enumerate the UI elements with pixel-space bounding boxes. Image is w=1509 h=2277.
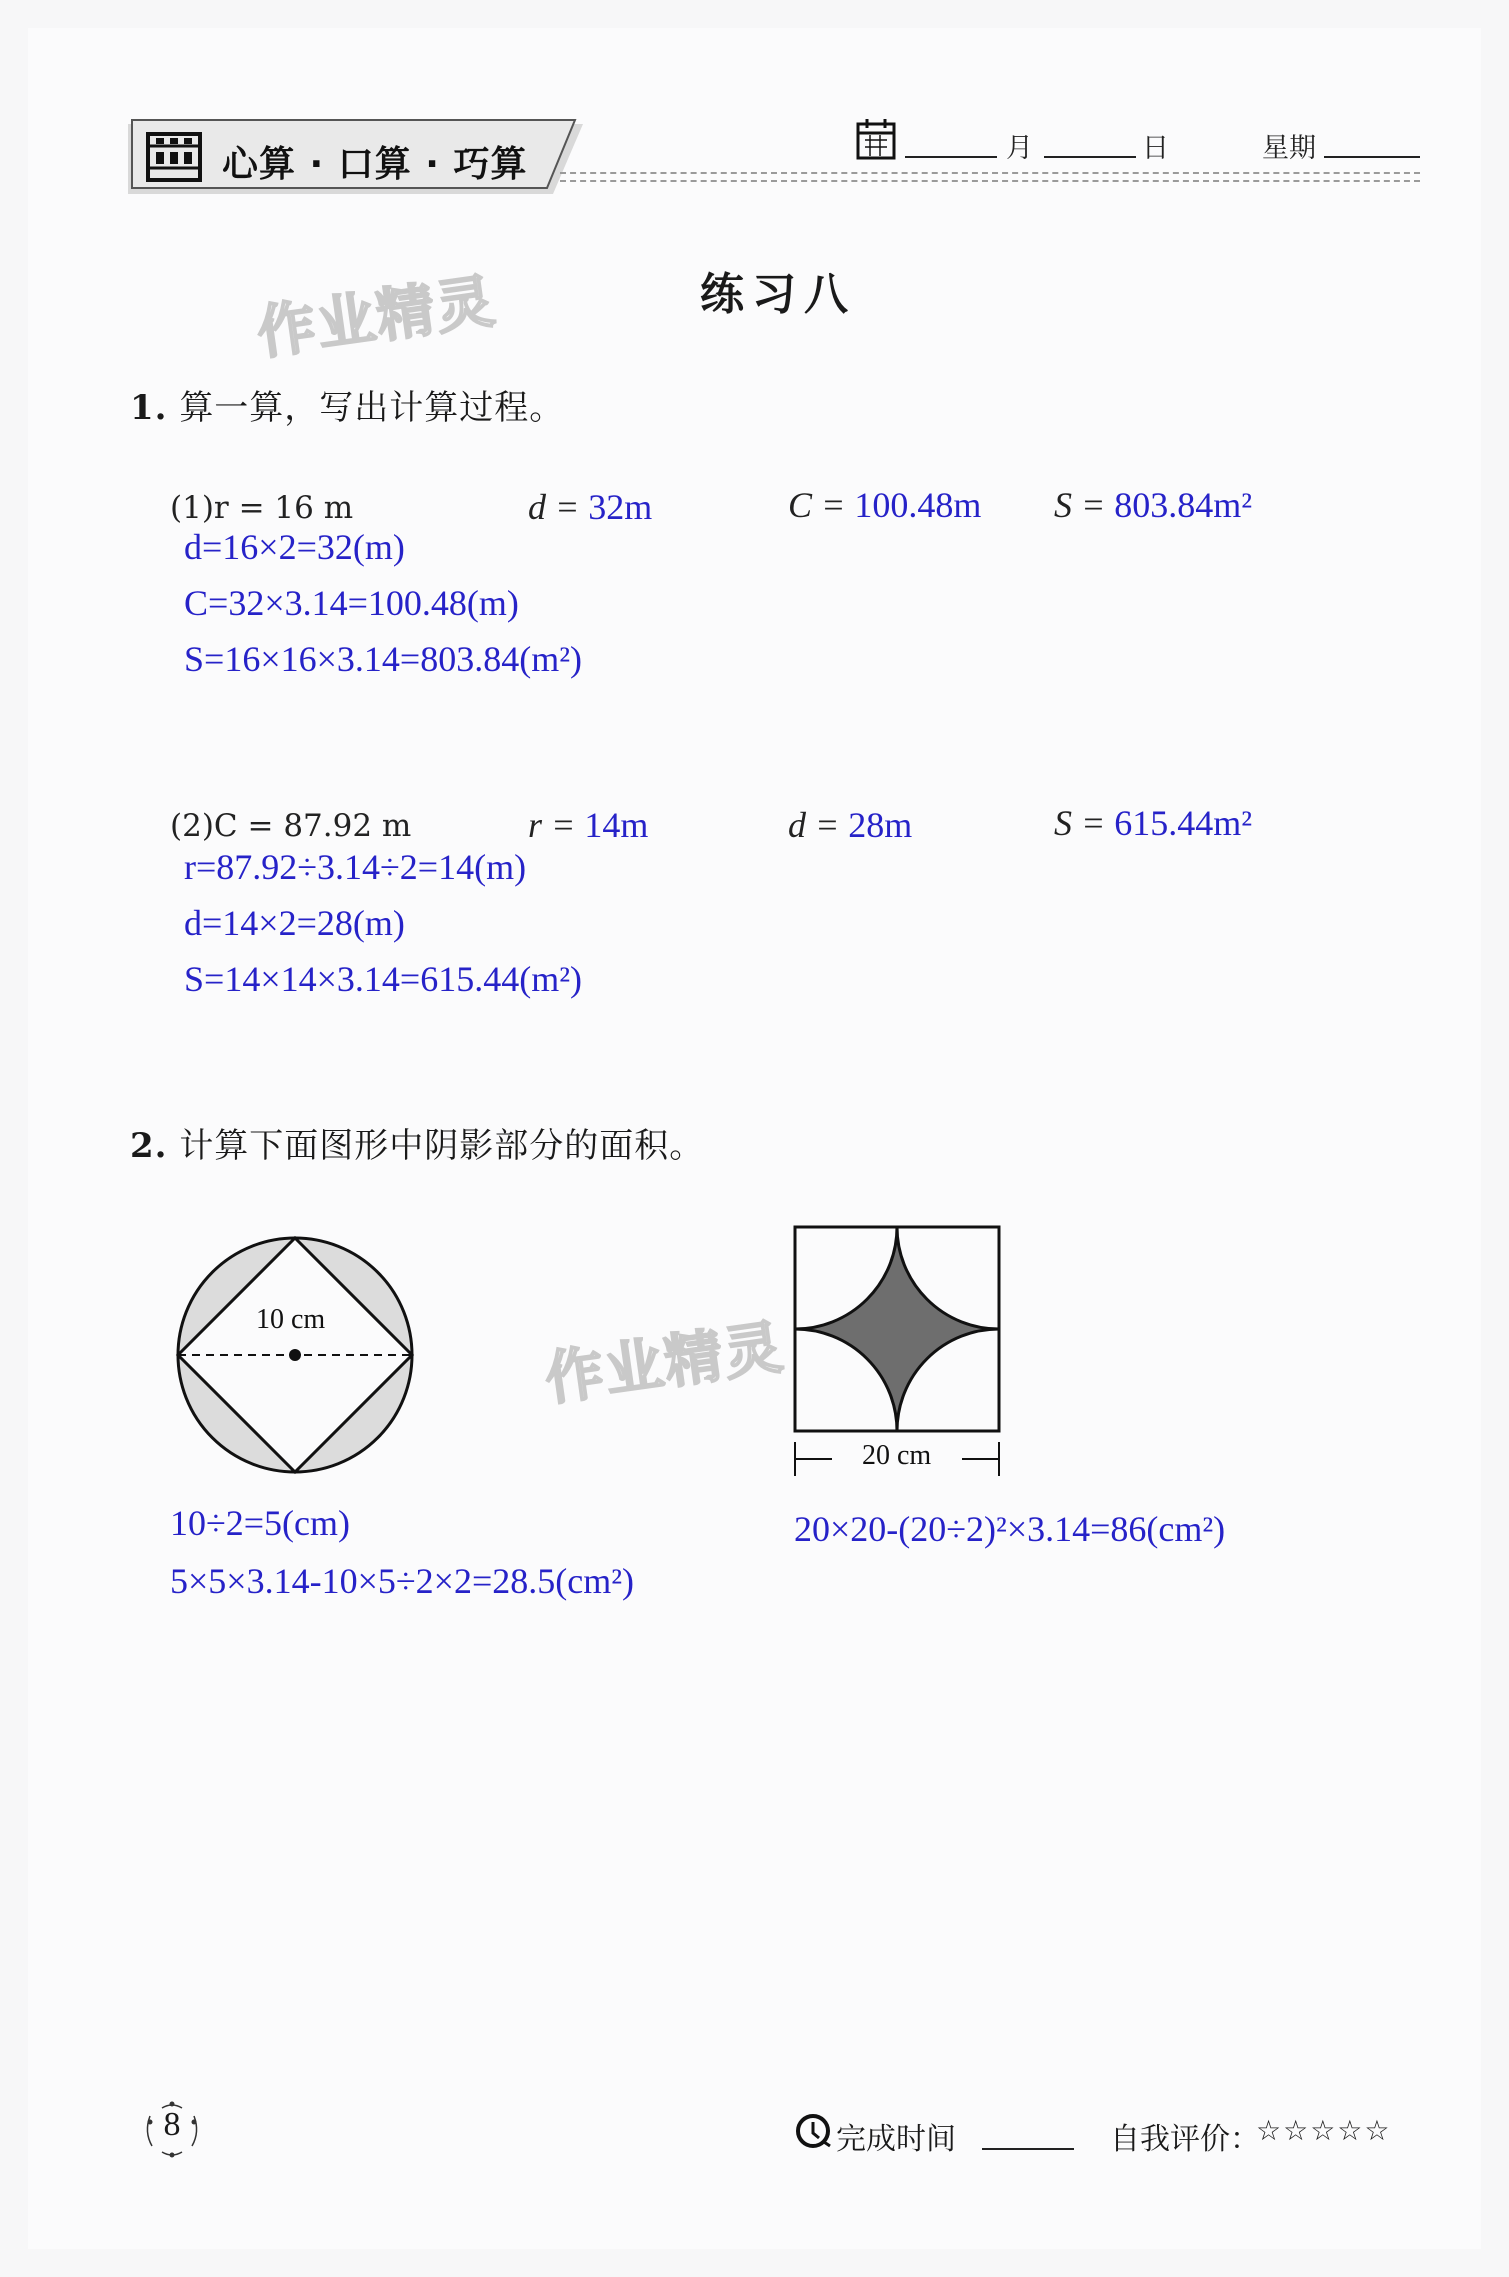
figure1-work-line: 5×5×3.14-10×5÷2×2=28.5(cm²) [170, 1561, 635, 1601]
part1-work-line: d=16×2=32(m) [184, 527, 405, 567]
clock-icon [794, 2112, 832, 2150]
month-blank[interactable] [905, 156, 997, 158]
part2-d [788, 804, 912, 846]
question-2-prompt [130, 1118, 704, 1167]
figure2-dimension-label: 20 cm [862, 1440, 932, 1471]
s-answer[interactable]: 803.84m² [1114, 485, 1253, 525]
c-label: C = [788, 485, 846, 525]
part1-c [788, 484, 981, 526]
part1-given: (1)r = 16 m [170, 490, 354, 526]
part1-work-line: C=32×3.14=100.48(m) [184, 583, 519, 623]
watermark: 作业精灵 [541, 1312, 789, 1414]
question-number: 2. [130, 1126, 168, 1166]
weekday-label: 星期 [1262, 133, 1316, 164]
part2-work-line: S=14×14×3.14=615.44(m²) [184, 959, 583, 999]
question-number: 1. [130, 388, 168, 428]
s-label: S = [1054, 803, 1106, 843]
part2-given: (2)C = 87.92 m [170, 808, 412, 844]
question-text: 计算下面图形中阴影部分的面积。 [179, 1126, 705, 1166]
part2-work-line: r=87.92÷3.14÷2=14(m) [184, 847, 527, 887]
d-label: d = [788, 805, 840, 845]
s-label: S = [1054, 485, 1106, 525]
figure2-work-line: 20×20-(20÷2)²×3.14=86(cm²) [794, 1509, 1226, 1549]
r-answer[interactable]: 14m [584, 805, 649, 845]
part1-d [528, 486, 652, 528]
r-label: r = [528, 805, 576, 845]
weekday-blank[interactable] [1324, 156, 1420, 158]
center-dot [289, 1349, 301, 1361]
figure1-work-line: 10÷2=5(cm) [170, 1503, 351, 1543]
part2-work-line: d=14×2=28(m) [184, 903, 405, 943]
c-answer[interactable]: 100.48m [854, 485, 982, 525]
self-rating-label: 自我评价： [1110, 2122, 1260, 2157]
month-label: 月 [1006, 133, 1033, 164]
part2-r [528, 804, 648, 846]
d-label: d = [528, 487, 580, 527]
d-answer[interactable]: 28m [848, 805, 913, 845]
header-divider [560, 180, 1420, 182]
part1-s [1054, 484, 1252, 526]
completion-time-blank[interactable] [982, 2148, 1074, 2150]
banner-title: 心算 · 口算 · 巧算 [222, 144, 528, 185]
figure1-dimension-label: 10 cm [256, 1304, 326, 1335]
day-label: 日 [1142, 133, 1169, 164]
question-1-prompt [130, 380, 564, 429]
abacus-icon [146, 132, 202, 182]
part1-work-line: S=16×16×3.14=803.84(m²) [184, 639, 583, 679]
page-title: 练习八 [700, 269, 856, 320]
d-answer[interactable]: 32m [588, 487, 653, 527]
question-text: 算一算，写出计算过程。 [179, 388, 565, 428]
rating-stars[interactable]: ☆☆☆☆☆ [1256, 2114, 1392, 2147]
watermark: 作业精灵 [253, 266, 501, 368]
day-blank[interactable] [1044, 156, 1136, 158]
s-answer[interactable]: 615.44m² [1114, 803, 1253, 843]
figure-circle-square [170, 1230, 420, 1480]
completion-time-label: 完成时间 [836, 2122, 956, 2157]
part2-s [1054, 802, 1252, 844]
calendar-icon [856, 118, 896, 160]
page-number: 8 [163, 2106, 181, 2143]
header-divider [560, 172, 1420, 174]
